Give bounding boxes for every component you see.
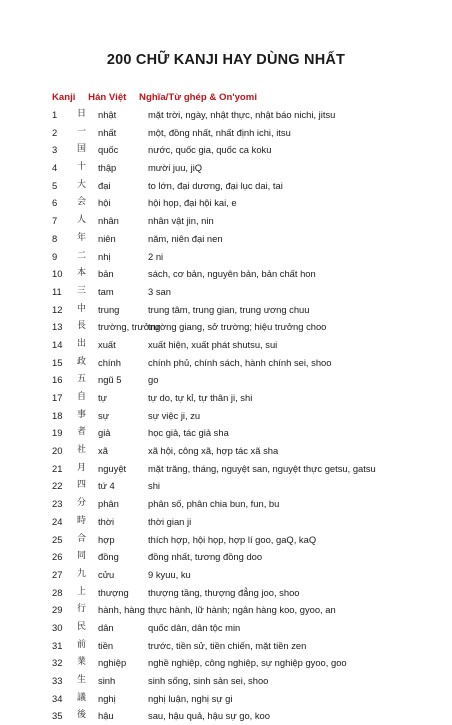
row-han-viet: nghị: [98, 692, 116, 704]
row-han-viet: đồng: [98, 551, 119, 563]
row-meaning-onyomi: 2 ni: [148, 250, 164, 262]
list-item: [52, 407, 432, 425]
row-meaning-onyomi: xã hội, công xã, hợp tác xã sha: [148, 445, 279, 457]
row-kanji: 二: [77, 250, 87, 261]
row-han-viet: tam: [98, 285, 114, 297]
list-item: [52, 159, 432, 177]
row-meaning-onyomi: trung tâm, trung gian, trung ương chuu: [148, 303, 310, 315]
row-han-viet: hợp: [98, 533, 115, 545]
row-kanji: 十: [77, 162, 87, 173]
row-kanji: 日: [77, 109, 87, 119]
row-number: 14: [52, 338, 63, 350]
row-meaning-onyomi: sách, cơ bản, nguyên bản, bản chất hon: [148, 268, 316, 280]
list-item: [52, 301, 432, 319]
row-number: 18: [52, 409, 63, 421]
row-number: 29: [52, 604, 63, 616]
list-item: [52, 442, 432, 460]
row-meaning-onyomi: thực hành, lữ hành; ngân hàng koo, gyoo, an: [148, 604, 336, 616]
list-item: [52, 389, 432, 407]
row-han-viet: tứ 4: [98, 480, 115, 492]
row-number: 3: [52, 144, 58, 156]
row-number: 12: [52, 303, 63, 315]
column-header-row: [52, 92, 267, 103]
row-kanji: 合: [77, 533, 87, 544]
row-han-viet: thượng: [98, 586, 129, 598]
row-meaning-onyomi: tự do, tự kỉ, tự thân ji, shi: [148, 392, 253, 403]
row-han-viet: thập: [98, 162, 117, 174]
list-item: [52, 566, 432, 584]
row-number: 17: [52, 392, 63, 403]
row-kanji: 九: [77, 568, 87, 579]
row-number: 21: [52, 462, 63, 474]
row-meaning-onyomi: thích hợp, hội họp, hợp lí goo, gaQ, kaQ: [148, 533, 317, 545]
row-number: 15: [52, 356, 63, 368]
row-meaning-onyomi: to lớn, đại dương, đại lục dai, tai: [148, 179, 283, 191]
row-kanji: 長: [77, 321, 87, 332]
row-kanji: 同: [77, 551, 87, 562]
row-han-viet: nghiệp: [98, 657, 127, 669]
row-kanji: 議: [77, 692, 87, 703]
row-number: 5: [52, 179, 58, 191]
list-item: [52, 124, 432, 142]
row-meaning-onyomi: sự việc ji, zu: [148, 409, 201, 421]
row-meaning-onyomi: một, đồng nhất, nhất định ichi, itsu: [148, 126, 291, 138]
row-han-viet: xã: [98, 445, 108, 457]
row-kanji: 会: [77, 197, 87, 208]
row-kanji: 時: [77, 515, 87, 526]
row-number: 34: [52, 692, 63, 704]
list-item: [52, 248, 432, 266]
row-kanji: 社: [77, 445, 87, 456]
row-kanji: 民: [77, 621, 87, 632]
row-kanji: 政: [77, 356, 87, 367]
row-han-viet: quốc: [98, 144, 119, 156]
row-number: 22: [52, 480, 63, 492]
row-meaning-onyomi: nghị luận, nghị sự gi: [148, 692, 233, 704]
row-kanji: 後: [77, 710, 87, 721]
row-number: 23: [52, 498, 63, 510]
list-item: [52, 707, 432, 725]
header-meaning: Nghĩa/Từ ghép & On'yomi: [139, 92, 257, 103]
list-item: [52, 230, 432, 248]
list-item: [52, 601, 432, 619]
row-meaning-onyomi: trước, tiền sử, tiền chiến, mặt tiền zen: [148, 639, 307, 651]
row-kanji: 出: [77, 338, 87, 349]
row-meaning-onyomi: chính phủ, chính sách, hành chính sei, shoo: [148, 356, 332, 368]
row-meaning-onyomi: shi: [148, 480, 160, 492]
row-han-viet: ngũ 5: [98, 374, 122, 386]
row-meaning-onyomi: mười juu, jiQ: [148, 162, 203, 174]
row-meaning-onyomi: 3 san: [148, 285, 171, 297]
row-han-viet: dân: [98, 621, 114, 633]
row-number: 11: [52, 285, 62, 297]
row-kanji: 人: [77, 215, 87, 226]
row-kanji: 事: [77, 409, 87, 420]
kanji-list: [52, 106, 432, 725]
row-number: 19: [52, 427, 63, 439]
row-number: 32: [52, 657, 63, 669]
row-number: 26: [52, 551, 63, 563]
row-number: 25: [52, 533, 63, 545]
row-han-viet: hành, hàng: [98, 604, 145, 616]
row-meaning-onyomi: go: [148, 374, 159, 386]
list-item: [52, 531, 432, 549]
row-kanji: 分: [77, 498, 87, 509]
row-kanji: 国: [77, 144, 87, 155]
row-meaning-onyomi: đồng nhất, tương đồng doo: [148, 551, 263, 563]
list-item: [52, 548, 432, 566]
row-kanji: 者: [77, 427, 87, 438]
row-meaning-onyomi: quốc dân, dân tộc min: [148, 621, 241, 633]
row-number: 2: [52, 126, 58, 138]
list-item: [52, 619, 432, 637]
page-title: 200 CHỮ KANJI HAY DÙNG NHẤT: [106, 52, 346, 68]
list-item: [52, 212, 432, 230]
row-number: 13: [52, 321, 63, 333]
row-han-viet: đại: [98, 179, 111, 191]
row-kanji: 上: [77, 586, 87, 597]
list-item: [52, 283, 432, 301]
row-number: 35: [52, 710, 63, 722]
row-han-viet: tiền: [98, 639, 114, 651]
row-kanji: 前: [77, 639, 87, 650]
row-kanji: 三: [77, 285, 87, 296]
row-han-viet: trung: [98, 303, 120, 315]
row-kanji: 一: [77, 126, 87, 137]
list-item: [52, 141, 432, 159]
row-han-viet: nguyệt: [98, 462, 127, 474]
list-item: [52, 336, 432, 354]
row-kanji: 行: [77, 604, 87, 615]
row-kanji: 中: [77, 303, 87, 314]
row-meaning-onyomi: sinh sống, sinh sản sei, shoo: [148, 675, 269, 686]
list-item: [52, 584, 432, 602]
row-meaning-onyomi: nghề nghiệp, công nghiệp, sự nghiệp gyoo, goo: [148, 657, 347, 669]
row-han-viet: phân: [98, 498, 119, 510]
row-kanji: 自: [77, 392, 87, 402]
row-han-viet: nhật: [98, 109, 117, 120]
list-item: [52, 318, 432, 336]
list-item: [52, 672, 432, 690]
row-meaning-onyomi: học giả, tác giả sha: [148, 427, 229, 439]
row-number: 6: [52, 197, 58, 209]
row-number: 7: [52, 215, 58, 227]
header-kanji: Kanji: [52, 92, 76, 103]
row-number: 28: [52, 586, 63, 598]
list-item: [52, 106, 432, 124]
row-number: 4: [52, 162, 58, 174]
list-item: [52, 654, 432, 672]
list-item: [52, 513, 432, 531]
list-item: [52, 637, 432, 655]
row-meaning-onyomi: nhân vật jin, nin: [148, 215, 214, 227]
list-item: [52, 194, 432, 212]
row-kanji: 大: [77, 179, 87, 190]
row-kanji: 四: [77, 480, 87, 491]
row-meaning-onyomi: mặt trời, ngày, nhật thực, nhật báo nichi, jitsu: [148, 109, 336, 120]
row-han-viet: tự: [98, 392, 107, 403]
row-kanji: 五: [77, 374, 87, 385]
row-number: 8: [52, 232, 58, 244]
list-item: [52, 424, 432, 442]
row-meaning-onyomi: thời gian ji: [148, 515, 192, 527]
row-number: 30: [52, 621, 63, 633]
list-item: [52, 177, 432, 195]
row-han-viet: sinh: [98, 675, 116, 686]
row-meaning-onyomi: 9 kyuu, ku: [148, 568, 191, 580]
row-han-viet: nhất: [98, 126, 117, 138]
row-meaning-onyomi: năm, niên đại nen: [148, 232, 223, 244]
header-han-viet: Hán Việt: [88, 92, 127, 103]
row-number: 9: [52, 250, 58, 262]
list-item: [52, 477, 432, 495]
row-meaning-onyomi: mặt trăng, tháng, nguyệt san, nguyệt thực getsu, gatsu: [148, 462, 376, 474]
row-kanji: 業: [77, 657, 87, 668]
list-item: [52, 354, 432, 372]
row-han-viet: bản: [98, 268, 114, 280]
row-kanji: 生: [77, 675, 87, 685]
list-item: [52, 690, 432, 708]
row-meaning-onyomi: nước, quốc gia, quốc ca koku: [148, 144, 272, 156]
list-item: [52, 371, 432, 389]
row-han-viet: trường, trưởng: [98, 321, 161, 333]
row-han-viet: niên: [98, 232, 116, 244]
row-han-viet: nhị: [98, 250, 111, 262]
row-meaning-onyomi: phân số, phân chia bun, fun, bu: [148, 498, 280, 510]
row-number: 20: [52, 445, 63, 457]
row-meaning-onyomi: xuất hiện, xuất phát shutsu, sui: [148, 338, 278, 350]
row-number: 1: [52, 109, 58, 120]
row-han-viet: sự: [98, 409, 109, 421]
row-number: 31: [52, 639, 63, 651]
list-item: [52, 460, 432, 478]
row-kanji: 本: [77, 268, 87, 279]
row-kanji: 月: [77, 462, 87, 473]
row-han-viet: chính: [98, 356, 121, 368]
row-han-viet: giả: [98, 427, 111, 439]
row-han-viet: cửu: [98, 568, 115, 580]
row-meaning-onyomi: trường giang, sở trường; hiệu trưởng choo: [148, 321, 327, 333]
row-number: 33: [52, 675, 63, 686]
row-meaning-onyomi: thượng tầng, thượng đẳng joo, shoo: [148, 586, 300, 598]
row-han-viet: thời: [98, 515, 115, 527]
list-item: [52, 495, 432, 513]
row-meaning-onyomi: hội họp, đại hội kai, e: [148, 197, 237, 209]
row-number: 27: [52, 568, 63, 580]
row-kanji: 年: [77, 232, 87, 243]
list-item: [52, 265, 432, 283]
row-number: 24: [52, 515, 63, 527]
row-han-viet: hội: [98, 197, 111, 209]
row-number: 10: [52, 268, 63, 280]
row-meaning-onyomi: sau, hậu quả, hậu sự go, koo: [148, 710, 270, 722]
row-han-viet: hậu: [98, 710, 114, 722]
row-han-viet: xuất: [98, 338, 116, 350]
row-han-viet: nhân: [98, 215, 119, 227]
row-number: 16: [52, 374, 63, 386]
